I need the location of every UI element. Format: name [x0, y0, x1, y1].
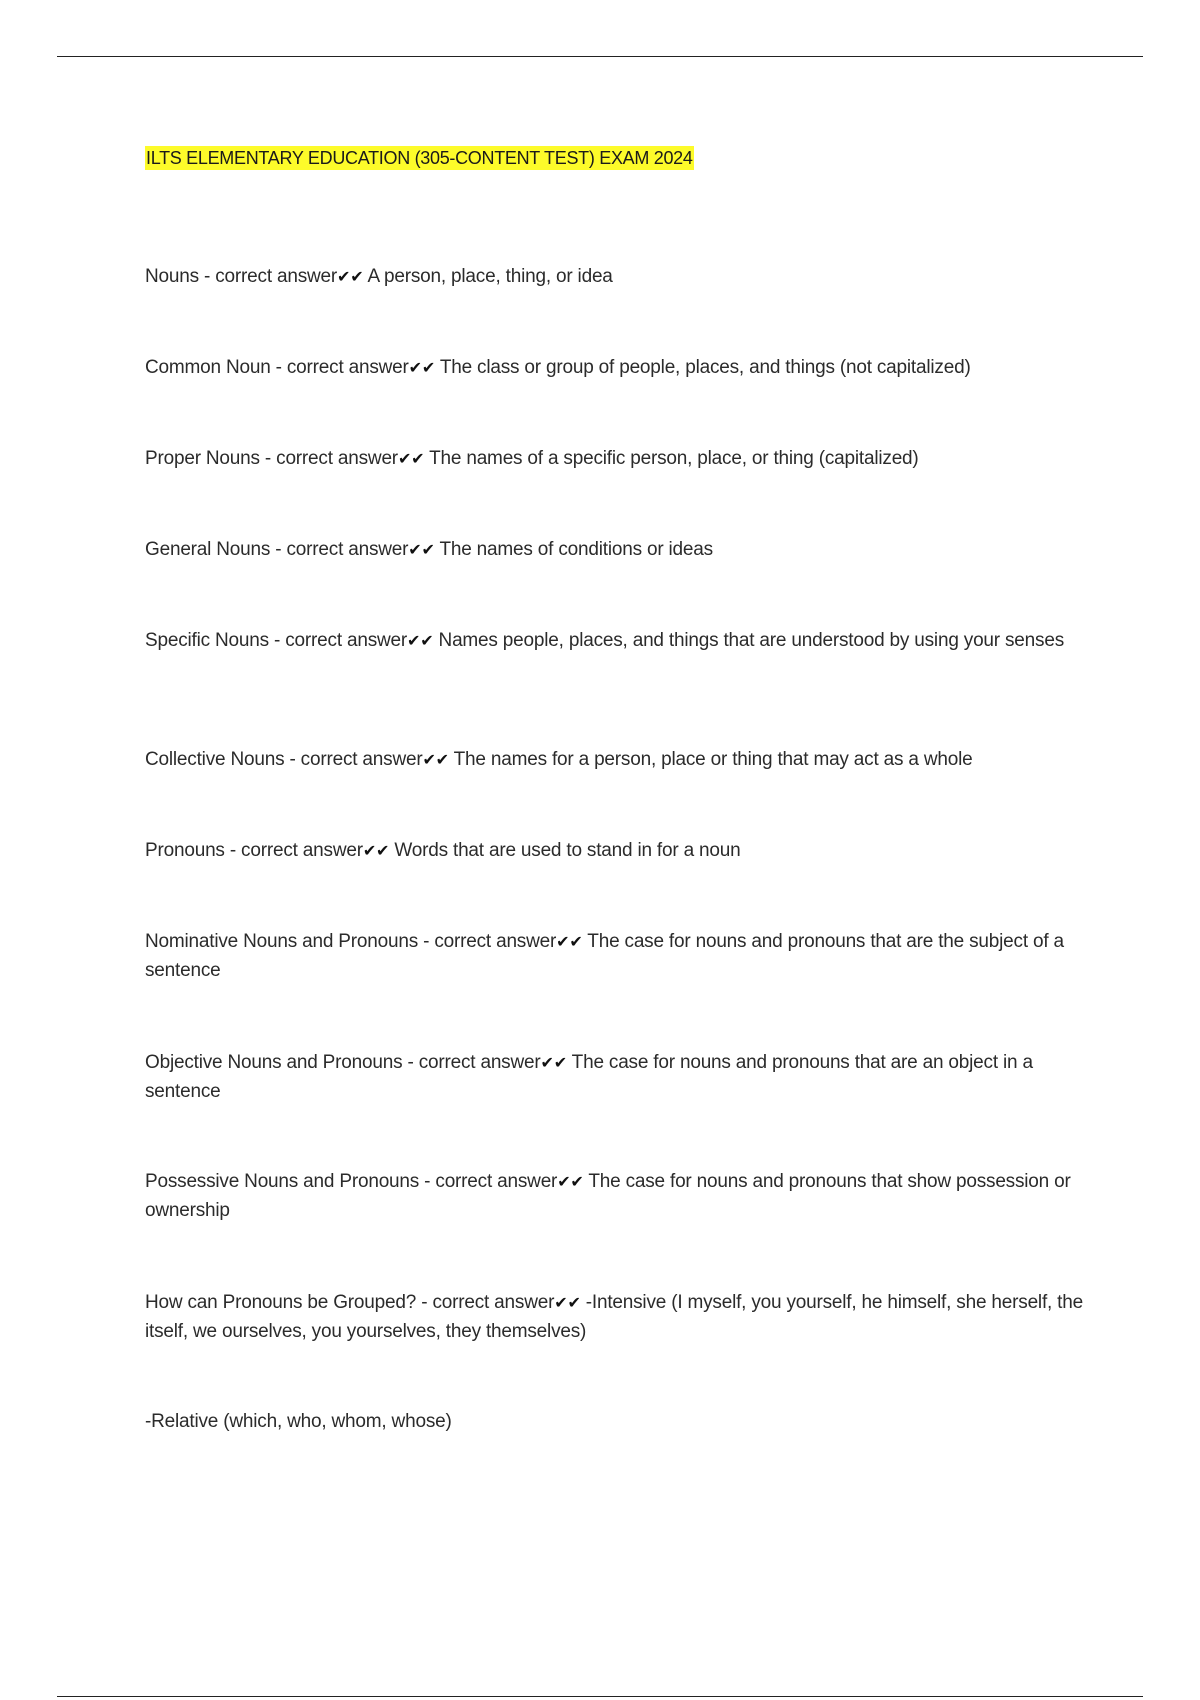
check-icon: ✔✔	[397, 449, 425, 468]
qa-entry-pronoun-groups: How can Pronouns be Grouped? - correct answer✔✔ -Intensive (I myself, you yourself, he himself, she herself, the itself, we ourselves, you yourselves, they themselves)	[145, 1292, 1089, 1342]
entry-definition: The case for nouns and pronouns that show possession or ownership	[145, 1171, 1076, 1221]
entry-term: Nouns	[145, 266, 199, 287]
qa-entry-collective-nouns: Collective Nouns - correct answer✔✔ The names for a person, place or thing that may act as a whole	[145, 749, 973, 770]
entry-answer-label: correct answer	[286, 539, 409, 560]
qa-entry-proper-nouns: Proper Nouns - correct answer✔✔ The names of a specific person, place, or thing (capitalized)	[145, 448, 919, 469]
entry-term: Nominative Nouns and Pronouns	[145, 931, 419, 952]
entry-definition: The class or group of people, places, and things (not capitalized)	[439, 357, 971, 378]
entry-answer-label: correct answer	[435, 1171, 558, 1192]
check-icon: ✔✔	[540, 1053, 567, 1072]
entry-answer-label: correct answer	[285, 630, 408, 651]
check-icon: ✔✔	[408, 358, 436, 377]
entry-answer-label: correct answer	[241, 840, 363, 861]
continuation-text: -Relative (which, who, whom, whose)	[145, 1411, 452, 1432]
entry-definition: The case for nouns and pronouns that are the subject of a sentence	[145, 931, 1069, 981]
entry-definition: -Intensive (I myself, you yourself, he himself, she herself, the itself, we ourselves, you yourselves, they themselves)	[145, 1292, 1089, 1342]
bottom-rule	[57, 1696, 1143, 1697]
check-icon: ✔✔	[556, 932, 583, 951]
entry-definition: The names of a specific person, place, or thing (capitalized)	[429, 448, 919, 469]
entry-definition: The names for a person, place or thing that may act as a whole	[453, 749, 973, 770]
entry-definition: Names people, places, and things that are understood by using your senses	[438, 630, 1065, 651]
entry-term: How can Pronouns be Grouped?	[145, 1292, 417, 1313]
entry-term: General Nouns	[145, 539, 271, 560]
entry-answer-label: correct answer	[286, 357, 409, 378]
qa-entry-possessive: Possessive Nouns and Pronouns - correct answer✔✔ The case for nouns and pronouns that show possession or ownership	[145, 1171, 1076, 1221]
entry-term: Proper Nouns	[145, 448, 260, 469]
entry-term: Collective Nouns	[145, 749, 285, 770]
entry-definition: A person, place, thing, or idea	[367, 266, 613, 287]
qa-entry-specific-nouns: Specific Nouns - correct answer✔✔ Names people, places, and things that are understood by using your senses	[145, 630, 1065, 651]
qa-entry-common-noun: Common Noun - correct answer✔✔ The class or group of people, places, and things (not capitalized)	[145, 357, 971, 378]
check-icon: ✔✔	[557, 1172, 584, 1191]
entry-answer-label: correct answer	[215, 266, 338, 287]
qa-entry-nouns: Nouns - correct answer✔✔ A person, place, thing, or idea	[145, 266, 613, 287]
check-icon: ✔✔	[337, 267, 364, 286]
entry-term: Objective Nouns and Pronouns	[145, 1052, 403, 1073]
entry-answer-label: correct answer	[434, 931, 557, 952]
document-title	[145, 146, 694, 170]
check-icon: ✔✔	[422, 750, 449, 769]
qa-entry-pronouns: Pronouns - correct answer✔✔ Words that are used to stand in for a noun	[145, 840, 741, 861]
entry-term: Specific Nouns	[145, 630, 269, 651]
qa-entry-general-nouns: General Nouns - correct answer✔✔ The names of conditions or ideas	[145, 539, 713, 560]
entry-term: Common Noun	[145, 357, 271, 378]
entry-answer-label: correct answer	[276, 448, 398, 469]
check-icon: ✔✔	[554, 1293, 581, 1312]
check-icon: ✔✔	[407, 631, 434, 650]
entry-answer-label: correct answer	[418, 1052, 541, 1073]
qa-entry-objective: Objective Nouns and Pronouns - correct answer✔✔ The case for nouns and pronouns that are an object in a sentence	[145, 1052, 1038, 1102]
entry-definition: The names of conditions or ideas	[439, 539, 713, 560]
title-highlight: ILTS ELEMENTARY EDUCATION (305-CONTENT TEST) EXAM 2024	[146, 148, 693, 168]
entry-answer-label: correct answer	[300, 749, 423, 770]
entry-definition: The case for nouns and pronouns that are an object in a sentence	[145, 1052, 1038, 1102]
check-icon: ✔✔	[362, 841, 390, 860]
check-icon: ✔✔	[408, 540, 435, 559]
top-rule	[57, 56, 1143, 57]
entry-term: Pronouns	[145, 840, 225, 861]
entry-definition: Words that are used to stand in for a noun	[394, 840, 741, 861]
entry-term: Possessive Nouns and Pronouns	[145, 1171, 420, 1192]
entry-answer-label: correct answer	[432, 1292, 555, 1313]
qa-entry-nominative: Nominative Nouns and Pronouns - correct answer✔✔ The case for nouns and pronouns that are the subject of a sentence	[145, 931, 1069, 981]
